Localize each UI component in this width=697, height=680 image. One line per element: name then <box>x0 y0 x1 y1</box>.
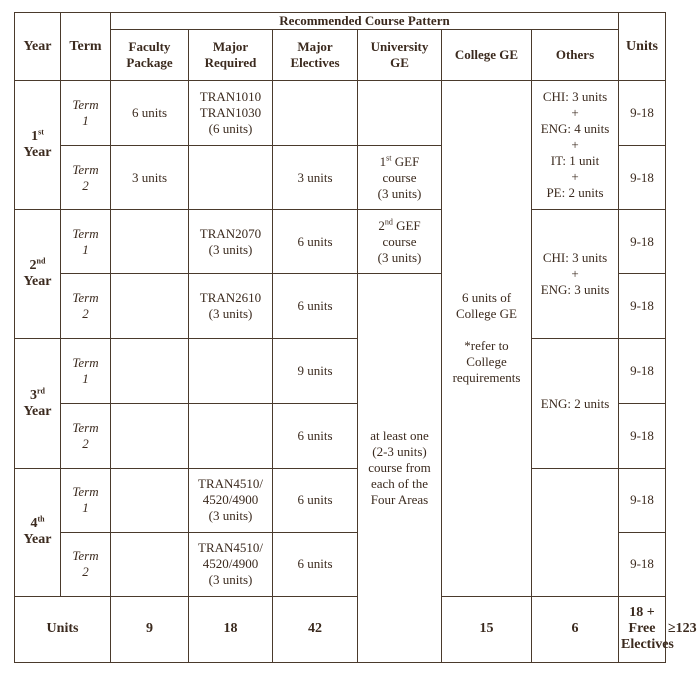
year-4-cell <box>15 468 61 596</box>
term-cell: Term 2 <box>61 403 111 468</box>
major-electives-cell: 6 units <box>273 210 358 274</box>
faculty-cell <box>111 210 189 274</box>
term-cell: Term 2 <box>61 146 111 210</box>
faculty-cell <box>111 532 189 596</box>
term-cell: Term 2 <box>61 532 111 596</box>
total-major-electives: 42 <box>273 596 358 662</box>
others-year4-cell <box>532 468 619 596</box>
gef2-number: 2 <box>378 217 385 233</box>
major-electives-cell: 6 units <box>273 468 358 532</box>
table-row <box>15 468 666 532</box>
others-year1-cell: CHI: 3 units + ENG: 4 units + IT: 1 unit + PE: 2 units <box>532 81 619 210</box>
year-label: Year <box>23 274 52 290</box>
year-label: Year <box>23 403 52 419</box>
header-term: Term <box>61 13 111 81</box>
totals-label: Units <box>15 596 111 662</box>
term-cell: Term 2 <box>61 274 111 339</box>
university-ge-cell <box>358 81 442 146</box>
total-faculty: 9 <box>111 596 189 662</box>
faculty-cell <box>111 468 189 532</box>
units-cell: 9-18 <box>619 81 666 146</box>
major-electives-cell: 6 units <box>273 532 358 596</box>
year-number: 3 <box>30 387 37 403</box>
term-cell: Term 1 <box>61 339 111 403</box>
major-electives-cell: 6 units <box>273 274 358 339</box>
header-recommended-course-pattern: Recommended Course Pattern <box>111 13 619 30</box>
major-electives-cell: 9 units <box>273 339 358 403</box>
year-number: 1 <box>31 129 39 145</box>
table-row <box>15 81 666 146</box>
major-required-cell: TRAN4510/ 4520/4900 (3 units) <box>189 468 273 532</box>
total-university-ge: 15 <box>442 596 532 662</box>
major-required-cell <box>189 146 273 210</box>
units-cell: 9-18 <box>619 403 666 468</box>
table-row <box>15 210 666 274</box>
university-ge-gef1-cell <box>358 146 442 210</box>
year-suffix: th <box>37 514 45 524</box>
year-label: Year <box>23 145 52 161</box>
year-2-cell <box>15 210 61 339</box>
totals-row: Units 9 18 42 15 6 18 + Free Electives ≥123 <box>15 596 666 662</box>
major-required-cell: TRAN4510/ 4520/4900 (3 units) <box>189 532 273 596</box>
header-others: Others <box>532 30 619 81</box>
gef1-number: 1 <box>379 153 387 169</box>
faculty-cell <box>111 403 189 468</box>
header-row-1 <box>15 13 666 30</box>
gef1-suffix: st <box>386 153 392 163</box>
total-college-ge: 6 <box>532 596 619 662</box>
term-cell: Term 1 <box>61 210 111 274</box>
university-ge-gef2-cell <box>358 210 442 274</box>
year-1-cell <box>15 81 61 210</box>
others-year2-cell: CHI: 3 units + ENG: 3 units <box>532 210 619 339</box>
others-year3-cell: ENG: 2 units <box>532 339 619 468</box>
faculty-cell: 6 units <box>111 81 189 146</box>
header-units: Units <box>619 13 666 81</box>
units-cell: 9-18 <box>619 274 666 339</box>
term-cell: Term 1 <box>61 468 111 532</box>
major-electives-cell: 3 units <box>273 146 358 210</box>
faculty-cell: 3 units <box>111 146 189 210</box>
year-number: 4 <box>30 516 38 532</box>
gef1-text: GEF course (3 units) <box>377 153 422 201</box>
total-major-required: 18 <box>189 596 273 662</box>
faculty-cell <box>111 274 189 339</box>
year-label: Year <box>23 532 52 548</box>
gef2-text: GEF course (3 units) <box>377 217 422 265</box>
year-suffix: rd <box>37 385 45 395</box>
year-suffix: st <box>38 127 44 137</box>
table-row <box>15 339 666 403</box>
units-cell: 9-18 <box>619 532 666 596</box>
total-others: 18 + Free Electives <box>619 596 666 662</box>
term-cell: Term 1 <box>61 81 111 146</box>
units-cell: 9-18 <box>619 339 666 403</box>
faculty-cell <box>111 339 189 403</box>
major-required-cell <box>189 403 273 468</box>
major-required-cell: TRAN1010 TRAN1030 (6 units) <box>189 81 273 146</box>
header-row-2 <box>15 30 666 81</box>
gef2-suffix: nd <box>384 217 393 227</box>
year-3-cell <box>15 339 61 468</box>
major-electives-cell <box>273 81 358 146</box>
major-required-cell: TRAN2610 (3 units) <box>189 274 273 339</box>
header-major-required: Major Required <box>189 30 273 81</box>
college-ge-cell: 6 units of College GE *refer to College requirements <box>442 81 532 597</box>
units-cell: 9-18 <box>619 210 666 274</box>
units-cell: 9-18 <box>619 468 666 532</box>
header-college-ge: College GE <box>442 30 532 81</box>
header-year: Year <box>15 13 61 81</box>
course-pattern-table <box>14 12 697 663</box>
header-faculty-package: Faculty Package <box>111 30 189 81</box>
header-university-ge: University GE <box>358 30 442 81</box>
year-number: 2 <box>29 258 37 274</box>
year-suffix: nd <box>36 256 46 266</box>
units-cell: 9-18 <box>619 146 666 210</box>
header-major-electives: Major Electives <box>273 30 358 81</box>
major-required-cell: TRAN2070 (3 units) <box>189 210 273 274</box>
university-ge-four-areas-cell: at least one (2-3 units) course from each of the Four Areas <box>358 274 442 663</box>
major-required-cell <box>189 339 273 403</box>
major-electives-cell: 6 units <box>273 403 358 468</box>
